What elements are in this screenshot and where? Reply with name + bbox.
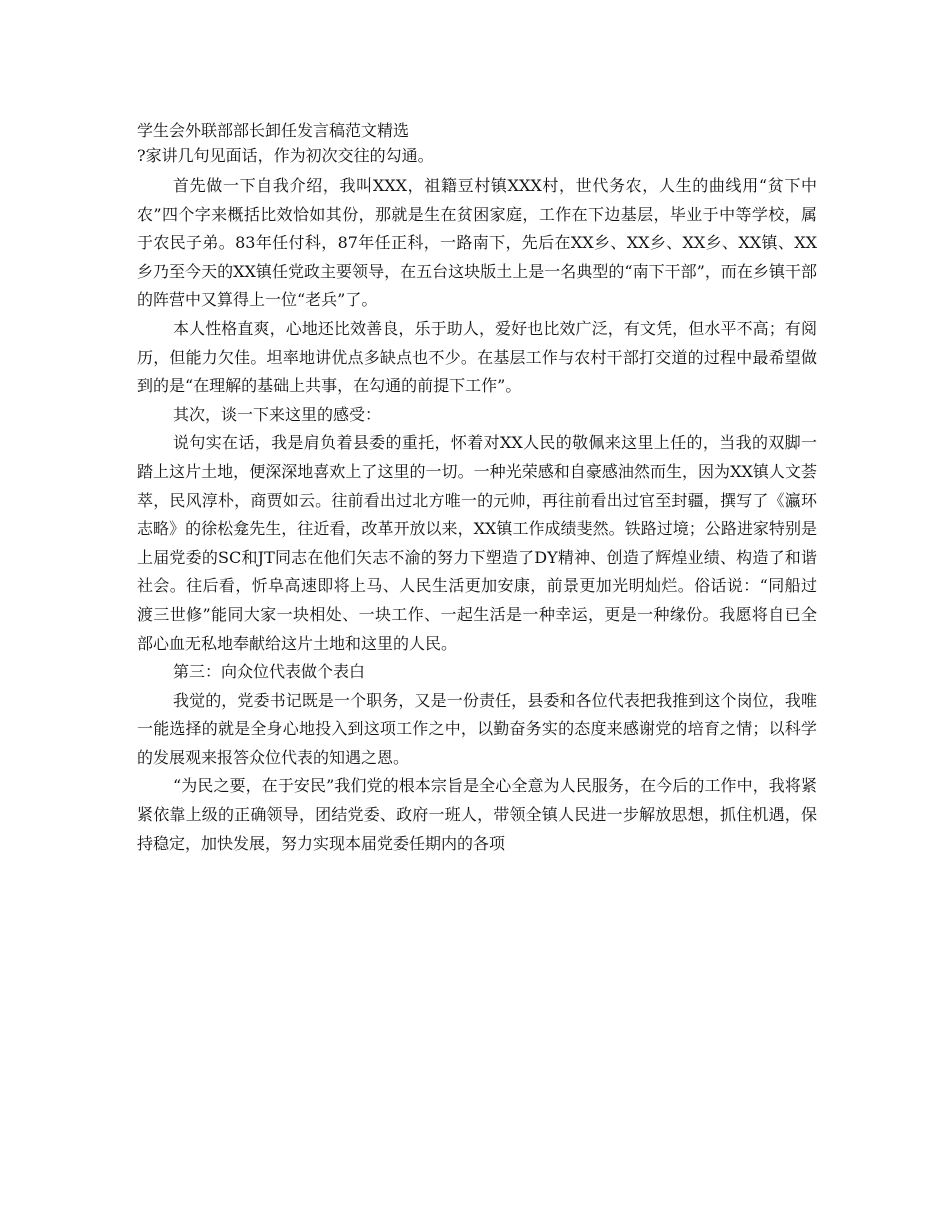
section-heading-statement: 第三：向众位代表做个表白: [173, 662, 366, 682]
duty-paragraph: 我觉的，党委书记既是一个职务，又是一份责任，县委和各位代表把我推到这个岗位，我唯一能选择的就是全身心地投入到这项工作之中，以勤奋务实的态度来感谢党的培育之情；以科学的发展观来报答众位代表的知遇之恩。: [137, 690, 817, 767]
personality-paragraph: 本人性格直爽，心地还比效善良，乐于助人，爱好也比效广泛，有文凭，但水平不高；有阅历，但能力欠佳。坦率地讲优点多缺点也不少。在基层工作与农村干部打交道的过程中最希望做到的是“在理解的基础上共事，在勾通的前提下工作”。: [137, 318, 817, 396]
commitment-paragraph: “为民之要，在于安民”我们党的根本宗旨是全心全意为人民服务，在今后的工作中，我将紧紧依靠上级的正确领导，团结党委、政府一班人，带领全镇人民进一步解放思想，抓住机遇，保持稳定，加快发展，努力实现本届党委任期内的各项: [137, 776, 817, 853]
self-introduction-paragraph: 首先做一下自我介绍，我叫XXX，祖籍豆村镇XXX村，世代务农，人生的曲线用“贫下中农”四个字来概括比效恰如其份，那就是生在贫困家庭，工作在下边基层，毕业于中等学校，属于农民子弟。83年任付科，87年任正科，一路南下，先后在XX乡、XX乡、XX乡、XX镇、XX乡乃至今天的XX镇任党政主要领导，在五台这块版土上是一名典型的“南下干部”，而在乡镇干部的阵营中又算得上一位“老兵”了。: [137, 176, 817, 310]
document-title: 学生会外联部部长卸任发言稿范文精选: [137, 121, 410, 140]
intro-paragraph: ?家讲几句见面话，作为初次交往的勾通。: [137, 146, 434, 165]
section-heading-feelings: 其次，谈一下来这里的感受：: [173, 404, 382, 424]
feelings-paragraph: 说句实在话，我是肩负着县委的重托，怀着对XX人民的敬佩来这里上任的，当我的双脚一踏上这片土地，便深深地喜欢上了这里的一切。一种光荣感和自豪感油然而生，因为XX镇人文荟萃，民风淳朴，商贾如云。往前看出过北方唯一的元帅，再往前看出过官至封疆，撰写了《瀛环志略》的徐松龛先生，往近看，改革开放以来，XX镇工作成绩斐然。铁路过境；公路进家特别是上届党委的SC和JT同志在他们矢志不渝的努力下塑造了DY精神、创造了辉煌业绩、构造了和谐社会。往后看，忻阜高速即将上马、人民生活更加安康，前景更加光明灿烂。俗话说：“同船过渡三世修”能同大家一块相处、一块工作、一起生活是一种幸运，更是一种缘份。我愿将自已全部心血无私地奉献给这片土地和这里的人民。: [137, 433, 817, 653]
document-page: [137, 118, 817, 858]
